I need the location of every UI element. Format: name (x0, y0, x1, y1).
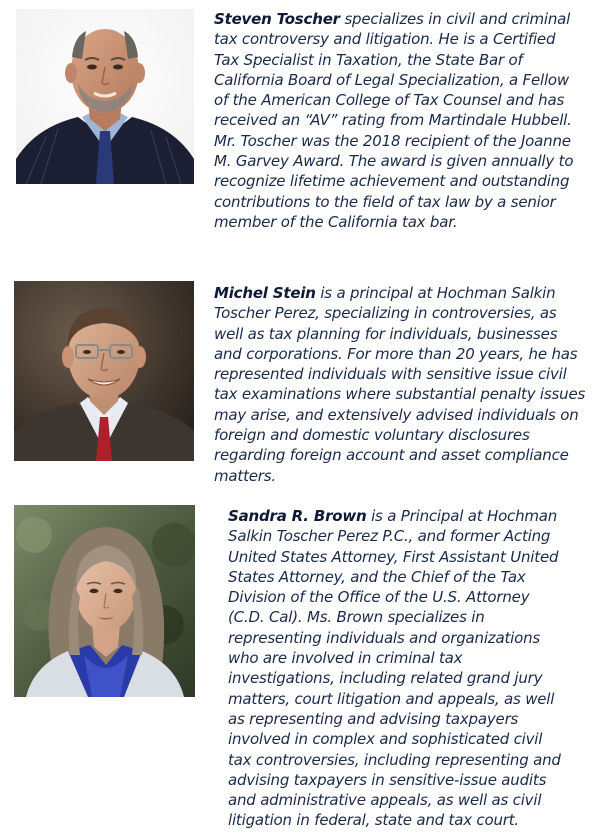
headshot-photo (14, 505, 195, 697)
bio-text (214, 9, 584, 232)
bio-name: Sandra R. Brown (228, 507, 367, 525)
bio-sandra-brown (0, 500, 593, 837)
headshot-photo (16, 9, 194, 184)
headshot-photo (14, 281, 194, 461)
bio-steven-toscher (0, 0, 593, 240)
bio-name: Michel Stein (214, 284, 316, 302)
bio-name: Steven Toscher (214, 10, 340, 28)
bio-description: is a principal at Hochman Salkin Toscher Perez, specializing in controversies, as well as tax planning for individuals, businesses and corporations. For more than 20 years, he has represented individuals with sensitive issue civil tax examinations where substantial penalty issues may arise, and extensively advised individuals on foreign and domestic voluntary disclosures regarding foreign account and asset compliance matters. (214, 284, 586, 485)
bio-description: is a Principal at Hochman Salkin Toscher Perez P.C., and former Acting United States Attorney, First Assistant United States Attorney, and the Chief of the Tax Division of the Office of the U.S. Attorney (C.D. Cal). Ms. Brown specializes in representing individuals and organizations who are involved in criminal tax investigations, including related grand jury matters, court litigation and appeals, as well as representing and advising taxpayers involved in complex and sophisticated civil tax controversies, including representing and advising taxpayers in sensitive-issue audits and administrative appeals, as well as civil litigation in federal, state and tax court. (228, 507, 561, 830)
bio-text (214, 283, 586, 486)
bio-michel-stein (0, 270, 593, 490)
bio-text (228, 506, 570, 831)
bio-description: specializes in civil and criminal tax controversy and litigation. He is a Certified Tax Specialist in Taxation, the State Bar of California Board of Legal Specialization, a Fellow of the American College of Tax Counsel and has received an “AV” rating from Martindale Hubbell. Mr. Toscher was the 2018 recipient of the Joanne M. Garvey Award. The award is given annually to recognize lifetime achievement and outstanding contributions to the field of tax law by a senior member of the California tax bar. (214, 10, 574, 231)
